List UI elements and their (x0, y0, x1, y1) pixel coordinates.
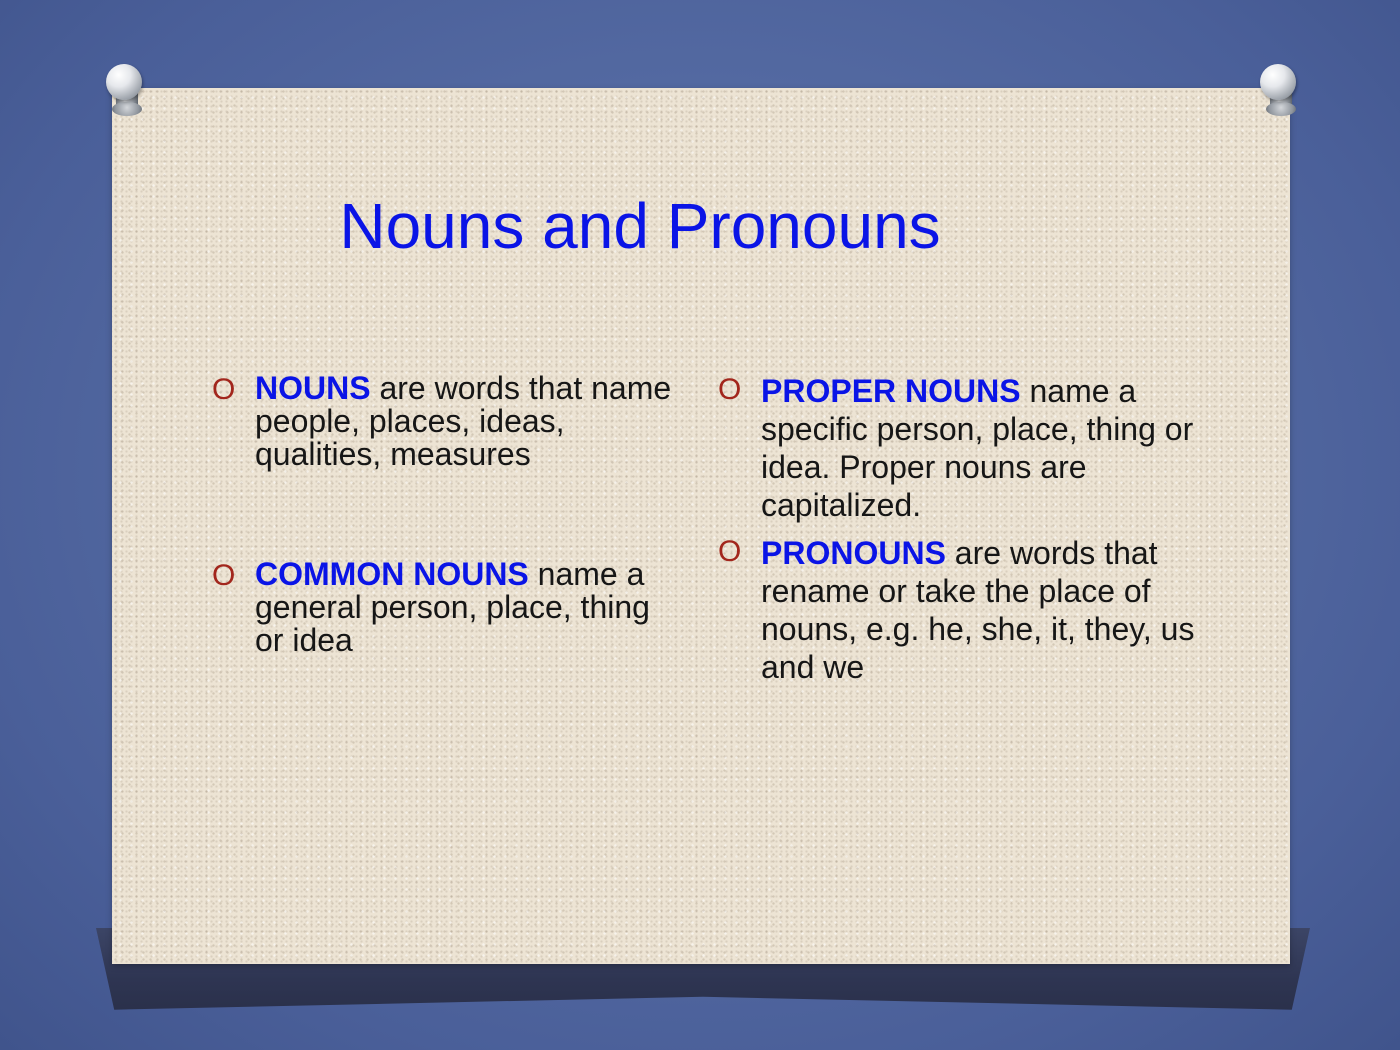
slide-title: Nouns and Pronouns (339, 190, 941, 262)
keyword: COMMON NOUNS (255, 556, 529, 592)
bullet-icon: O (718, 373, 742, 406)
pushpin-icon (1254, 62, 1306, 114)
bullet-icon: O (212, 559, 236, 592)
bullet-icon: O (718, 535, 742, 568)
bullet-item-pronouns (718, 534, 1198, 686)
left-column (212, 372, 672, 657)
bullet-item-common-nouns (212, 558, 672, 657)
keyword: NOUNS (255, 370, 371, 406)
keyword: PRONOUNS (761, 535, 946, 571)
bullet-item-nouns (212, 372, 672, 471)
definition-text: name a specific person, place, thing or idea. Proper nouns are capitalized. (761, 373, 1194, 523)
right-column (718, 372, 1198, 686)
definition-text: are words that rename or take the place of nouns, e.g. he, she, it, they, us and we (761, 535, 1195, 685)
bullet-icon: O (212, 373, 236, 406)
pushpin-icon (100, 62, 152, 114)
bullet-item-proper-nouns (718, 372, 1198, 524)
definition-text: name a general person, place, thing or idea (255, 556, 650, 658)
keyword: PROPER NOUNS (761, 373, 1021, 409)
definition-text: are words that name people, places, ideas, qualities, measures (255, 370, 672, 472)
